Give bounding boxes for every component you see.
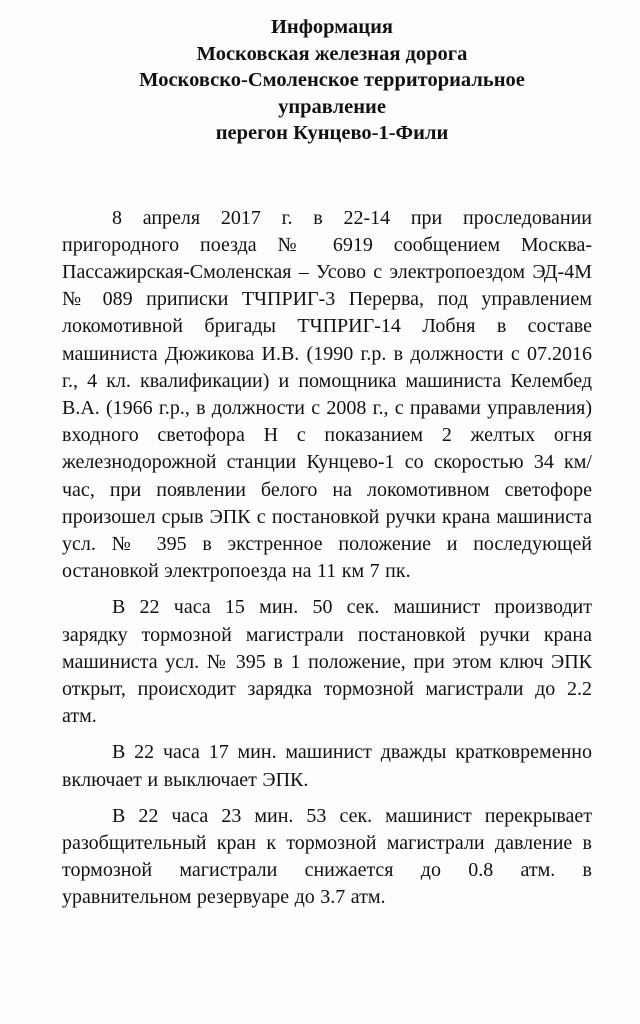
header-railway: Московская железная дорога xyxy=(196,42,468,65)
document-body xyxy=(62,205,592,912)
header-section: перегон Кунцево-1-Фили xyxy=(215,122,449,144)
paragraph-charging: В 22 часа 15 мин. 50 сек. машинист производит зарядку тормозной магистрали постановкой ручки крана машиниста усл. № 395 в 1 положение, при этом ключ ЭПК открыт, происходит зарядка тормозной магистрали до 2.2 атм. xyxy=(62,596,592,728)
header-title: Информация xyxy=(270,16,394,38)
paragraph-incident: 8 апреля 2017 г. в 22-14 при проследовании пригородного поезда № 6919 сообщением Москва-Пассажирская-Смоленская – Усово с электропоездом ЭД-4М № 089 приписки ТЧПРИГ-3 Перерва, под управлением локомотивной бригады ТЧПРИГ-14 Лобня в составе машиниста Дюжикова И.В. (1990 г.р. в должности с 07.2016 г., 4 кл. квалификации) и помощника машиниста Келембед В.А. (1966 г.р., в должности с 2008 г., с правами управления) входного светофора Н с показанием 2 желтых огня железнодорожной станции Кунцево-1 со скоростью 34 км/час, при появлении белого на локомотивном светофоре произошел срыв ЭПК с постановкой ручки крана машиниста усл. № 395 в экстренное положение и последующей остановкой электропоезда на 11 км 7 пк. xyxy=(62,206,592,583)
header-directorate: Московско-Смоленское территориальное xyxy=(139,69,525,91)
document-header xyxy=(62,14,602,147)
paragraph-epk-toggle: В 22 часа 17 мин. машинист дважды кратковременно включает и выключает ЭПК. xyxy=(62,741,592,791)
paragraph-valve-closed: В 22 часа 23 мин. 53 сек. машинист перекрывает разобщительный кран к тормозной магистрали давление в тормозной магистрали снижается до 0.8 атм. в уравнительном резервуаре до 3.7 атм. xyxy=(62,804,592,909)
header-directorate-cont: управление xyxy=(278,95,386,118)
